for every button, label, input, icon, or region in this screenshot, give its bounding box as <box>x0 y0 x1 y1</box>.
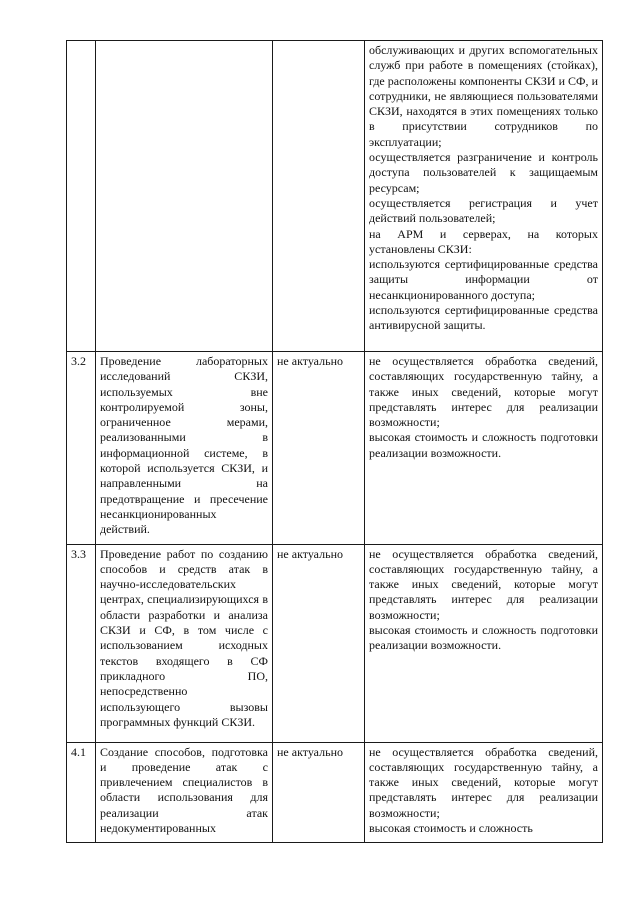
justification-cell <box>365 352 603 545</box>
justification-item: не осуществляется обработка сведений, составляющих государственную тайну, а также иных сведений, которые могут представлять интерес для реализации возможности; <box>369 546 598 622</box>
justification-item: высокая стоимость и сложность <box>369 821 533 836</box>
threat-table <box>66 40 603 843</box>
actuality-status: не актуально <box>273 352 365 545</box>
threat-description <box>96 41 273 352</box>
row-number: 3.2 <box>67 352 96 545</box>
threat-description: Создание способов, подготовка и проведение атак с привлечением специалистов в области использования для реализации атак недокументированных <box>96 742 273 843</box>
actuality-status <box>273 41 365 352</box>
justification-cell <box>365 544 603 742</box>
justification-item: высокая стоимость и сложность подготовки реализации возможности. <box>369 623 598 653</box>
table-row <box>67 41 603 352</box>
row-number: 4.1 <box>67 742 96 843</box>
table-row <box>67 742 603 843</box>
justification-item: осуществляется регистрация и учет действий пользователей; <box>369 195 598 226</box>
justification-item: на АРМ и серверах, на которых установлены СКЗИ: <box>369 226 598 256</box>
justification-item: высокая стоимость и сложность подготовки реализации возможности. <box>369 430 598 460</box>
actuality-status: не актуально <box>273 544 365 742</box>
row-number: 3.3 <box>67 544 96 742</box>
threat-description: Проведение лабораторных исследований СКЗИ, используемых вне контролируемой зоны, ограниченное мерами, реализованными в информационной системе, в которой используется СКЗИ, и направленными на предотвращение и пресечение несанкционированных действий. <box>96 352 273 545</box>
table-row <box>67 352 603 545</box>
justification-item: не осуществляется обработка сведений, составляющих государственную тайну, а также иных сведений, которые могут представлять интерес для реализации возможности; <box>369 744 598 820</box>
actuality-status: не актуально <box>273 742 365 843</box>
justification-item: осуществляется разграничение и контроль доступа пользователей к защищаемым ресурсам; <box>369 150 598 195</box>
justification-item: используются сертифицированные средства защиты информации от несанкционированного доступа; <box>369 257 598 302</box>
justification-item: обслуживающих и других вспомогательных служб при работе в помещениях (стойках), где расположены компоненты СКЗИ и СФ, и сотрудники, не являющиеся пользователями СКЗИ, находятся в этих помещениях только в присутствии сотрудников по эксплуатации; <box>369 43 598 149</box>
threat-description: Проведение работ по созданию способов и средств атак в научно-исследовательских центрах, специализирующихся в области разработки и анализа СКЗИ и СФ, в том числе с использованием исходных текстов входящего в СФ прикладного ПО, непосредственно использующего вызовы программных функций СКЗИ. <box>96 544 273 742</box>
justification-item: не осуществляется обработка сведений, составляющих государственную тайну, а также иных сведений, которые могут представлять интерес для реализации возможности; <box>369 354 598 430</box>
justification-item: используются сертифицированные средства антивирусной защиты. <box>369 303 598 333</box>
row-number <box>67 41 96 352</box>
justification-cell <box>365 41 603 352</box>
justification-cell <box>365 742 603 843</box>
table-row <box>67 544 603 742</box>
